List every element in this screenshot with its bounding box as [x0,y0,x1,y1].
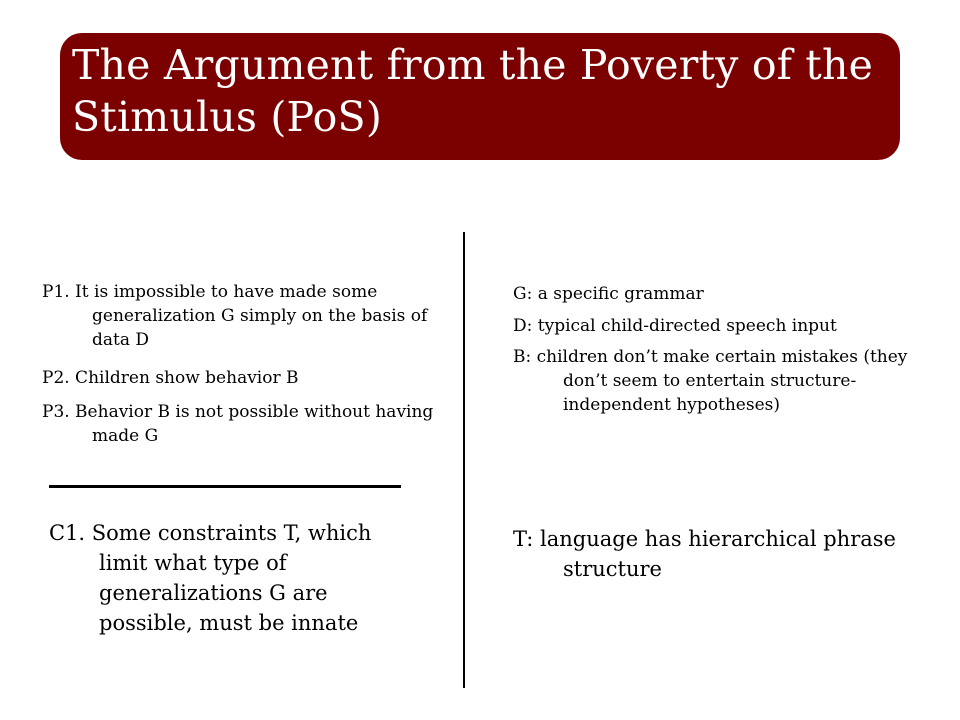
definition-d: D: typical child-directed speech input [513,316,837,336]
slide-title: The Argument from the Poverty of the Stimulus (PoS) [72,41,874,141]
column-divider [463,232,465,688]
definition-g: G: a specific grammar [513,284,704,304]
premise-3: P3. Behavior B is not possible without having made G [42,402,434,446]
premise-1: P1. It is impossible to have made some generalization G simply on the basis of data D [42,282,428,350]
conclusion: C1. Some constraints T, which limit what type of generalizations G are possible, must be innate [49,521,372,635]
title-banner [60,33,900,160]
premise-2: P2. Children show behavior B [42,368,299,388]
definition-b: B: children don’t make certain mistakes (they don’t seem to entertain structure-independent hypotheses) [513,347,908,415]
conclusion-rule [49,485,401,488]
definition-t: T: language has hierarchical phrase structure [513,527,896,581]
